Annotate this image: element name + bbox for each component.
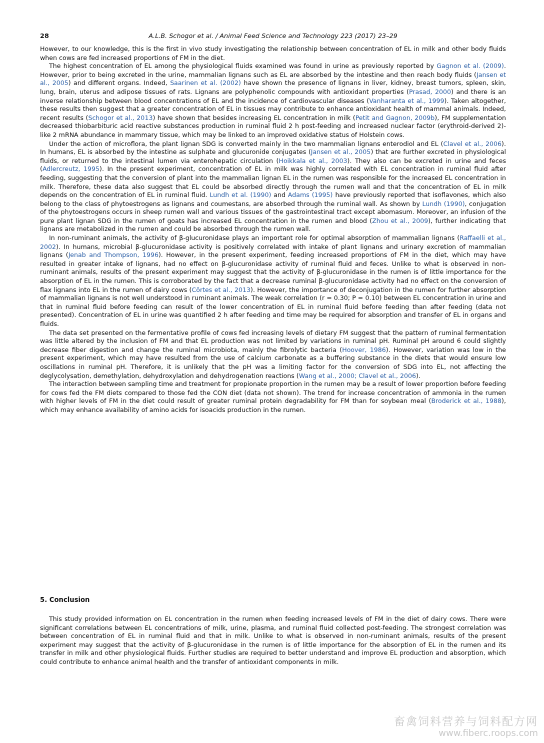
text-run: Under the action of microflora, the plant lignan SDG is converted mainly in the two mammalian lignans enterodiol and EL ( bbox=[49, 140, 444, 148]
citation-link[interactable]: Hoikkala et al., 2003 bbox=[278, 157, 348, 165]
text-run: and bbox=[271, 192, 288, 200]
citation-link[interactable]: Gagnon et al. (2009) bbox=[436, 63, 504, 71]
citation-link[interactable]: Adlercreutz, 1995 bbox=[42, 166, 100, 174]
citation-link[interactable]: Lundh et al. (1990) bbox=[209, 192, 272, 200]
paragraph bbox=[40, 141, 506, 236]
text-run: ). However, the importance of deconjugation in the rumen for further absorption of mammalian lignans is not well understood in ruminant animals. The weak correlation (r = 0.30; P = 0.10) between EL concentration in urine and that in ruminal fluid before feeding can result of the lower concentration of EL in ruminal fluid before feeding than after feeding (data not presented). Concentration of EL in urine was quantified 2 h after feeding and time may be required for absorption and transfer of EL in organs and fluids. bbox=[40, 286, 506, 328]
text-run: However, to our knowledge, this is the first bbox=[40, 46, 181, 53]
paragraph bbox=[40, 381, 506, 415]
paragraph bbox=[40, 330, 506, 382]
text-run: ) and there is an inverse relationship between blood concentrations of EL and the incidence of cardiovascular diseases ( bbox=[40, 88, 506, 105]
text-run: in vivo bbox=[180, 46, 203, 53]
citation-link[interactable]: Saarinen et al. (2002) bbox=[170, 80, 242, 88]
text-run: ). They also can be excreted in urine and feces ( bbox=[40, 157, 506, 174]
text-run: . However, prior to being excreted in the urine, mammalian lignans such as EL are absorbed by the intestine and then reach body fluids ( bbox=[40, 63, 506, 79]
text-run: ), FM supplementation decreased thiobarbituric acid reactive substances production in ruminal fluid 2 h post-feeding and increased nuclear factor (erythroid-derived 2)-like 2 mRNA abundance in mammary tissue, which may be linked to an improved oxidative status of Holstein cows. bbox=[40, 114, 506, 139]
watermark-line-1: 畜禽饲料营养与饲料配方网 bbox=[394, 715, 538, 728]
citation-link[interactable]: Jansen et al., 2005 bbox=[40, 71, 506, 88]
citation-link[interactable]: Lundh (1990) bbox=[422, 200, 465, 208]
text-run: ). However, variation was low in the present experiment, which may have resulted from the use of calcium carbonate as a buffering substance in the diets that would ensure low oscillations in ruminal pH. Therefore, it is unlikely that the pH was a limiting factor for the conversion of SDG into EL, not affecting the deglycolysation, demethylation, dehydroxylation and dehydrogenation reactions ( bbox=[40, 346, 506, 380]
citation-link[interactable]: Broderick et al., 1988 bbox=[431, 398, 502, 406]
text-run: ). However, in the present experiment, feeding increased proportions of FM in the diet, which may have resulted in greater intake of lignans, had no effect on β-glucuronidase activity of ruminal fluid and feces. Unlike to what is observed in non-ruminant animals, results of the present experiment may suggest that the activity of β-glucuronidase in the rumen is of little importance for the absorption of EL in the rumen. This is corroborated by the fact that a decrease ruminal β-glucuronidase activity had no effect on the conversion of flax lignans into EL in the rumen of dairy cows ( bbox=[40, 252, 506, 294]
text-run: ). In humans, EL is absorbed by the intestine as sulphate and glucuronide conjugates ( bbox=[40, 140, 506, 157]
text-run: ) that are further excreted in physiological fluids, or returned to the intestinal lumen via enterohepatic circulation ( bbox=[40, 149, 506, 165]
text-run: The highest concentration of EL among the physiological fluids examined was found in urine as previously reported by bbox=[49, 63, 437, 71]
text-run: study investigating the relationship between concentration of EL in milk and other body fluids when cows are fed increased proportions of FM in the diet. bbox=[40, 46, 506, 62]
text-run: ), which may enhance availability of amino acids for isoacids production in the rumen. bbox=[40, 398, 506, 414]
citation-link[interactable]: Jansen et al., 2005 bbox=[310, 149, 371, 157]
journal-reference: A.L.B. Schogor et al. / Animal Feed Science and Technology 223 (2017) 23–29 bbox=[148, 32, 398, 40]
citation-link[interactable]: Zhou et al., 2009 bbox=[372, 217, 429, 225]
text-run: ). In humans, microbial β-glucuronidase activity is positively correlated with intake of plant lignans and urinary excretion of mammalian lignans ( bbox=[40, 243, 506, 260]
text-run: , conjugation of the phytoestrogens occurs in sheep rumen wall and various tissues of the gastrointestinal tract except abomasum. Moreover, an infusion of the pure plant lignan SDG in the rumen of goats has increased EL concentration in the rumen and blood ( bbox=[40, 200, 507, 225]
body-text bbox=[40, 46, 506, 416]
text-run: have previously reported that isoflavones, which also belong to the class of phytoestrogens as lignans and coumestans, are absorbed through the ruminal wall. As shown by bbox=[40, 192, 506, 208]
watermark-line-2: www.fiberc.roops.com bbox=[438, 729, 538, 739]
citation-link[interactable]: Petit and Gagnon, 2009b bbox=[355, 114, 435, 122]
text-run: ). bbox=[416, 372, 421, 380]
page-number: 28 bbox=[40, 32, 49, 40]
text-run: The data set presented on the fermentative profile of cows fed increasing levels of dietary FM suggest that the pattern of ruminal fermentation was little altered by the inclusion of FM and that EL production was not limited by variations in ruminal pH. Ruminal pH around 6 could slightly decrease fiber digestion and change the ruminal microbiota, mainly the fibrolytic bacteria ( bbox=[40, 329, 506, 354]
citation-link[interactable]: Wang et al., 2000; Clavel et al., 2006 bbox=[298, 372, 416, 380]
citation-link[interactable]: Adams (1995) bbox=[287, 192, 333, 200]
text-run: ). Taken altogether, these results then suggest that a greater concentration of EL in tissues may contribute to enhance antioxidant health of mammal animals. Indeed, recent results ( bbox=[40, 97, 506, 122]
text-run: have shown the presence of lignans in liver, kidney, breast tumors, spleen, skin, lung, brain, uterus and adipose tissues of rats. Lignans are polyphenolic compounds with antioxidant properties ( bbox=[40, 80, 507, 96]
text-run: ). In the present experiment, concentration of EL in milk was highly correlated with EL concentration in ruminal fluid after feeding, suggesting that the conversion of plant into the mammalian lignan EL in the rumen was responsible for the increased EL concentration in milk. Therefore, these data also suggest that EL could be absorbed directly through the rumen wall and that the concentration of EL in milk depends on the concentration of EL in ruminal fluid. bbox=[40, 166, 506, 200]
paragraph bbox=[40, 235, 506, 330]
section-heading: 5. Conclusion bbox=[40, 596, 90, 604]
citation-link[interactable]: Hoover, 1986 bbox=[342, 346, 386, 354]
citation-link[interactable]: Prasad, 2000 bbox=[408, 88, 452, 96]
text-run: The interaction between sampling time and treatment for propionate proportion in the rumen may be a result of lower proportion before feeding for cows fed the FM diets compared to those fed the CON diet (data not shown). The trend for increase concentration of ammonia in the rumen with higher levels of FM in the diet could result of greater ruminal protein degradability for FM than for soybean meal ( bbox=[40, 381, 506, 406]
citation-link[interactable]: Jenab and Thompson, 1996 bbox=[68, 252, 159, 260]
citation-link[interactable]: Clavel et al., 2006 bbox=[443, 140, 502, 148]
conclusion-paragraph: This study provided information on EL concentration in the rumen when feeding increased levels of FM in the diet of dairy cows. There were significant correlations between EL concentrations of milk, urine, plasma, and ruminal fluid collected post-feeding. The strongest correlation was between concentration of EL in ruminal fluid and that in milk. Unlike to what is observed in non-ruminant animals, results of the present experiment may suggest that the activity of β-glucuronidase in the rumen is of little importance for the absorption of EL in the rumen and its transfer in milk and other physiological fluids. Further studies are required to better understand and improve EL production and absorption, which could contribute to enhance animal health and the transfer of antioxidant components in milk. bbox=[40, 616, 506, 666]
text-run: ), further indicating that lignans are metabolized in the rumen and could be absorbed through the rumen wall. bbox=[40, 217, 506, 234]
citation-link[interactable]: Schogor et al., 2013 bbox=[88, 114, 153, 122]
citation-link[interactable]: Raffaelli et al., 2002 bbox=[40, 235, 506, 251]
citation-link[interactable]: Côrtes et al., 2013 bbox=[191, 286, 251, 294]
text-run: ) and different organs. Indeed, bbox=[68, 80, 171, 88]
citation-link[interactable]: Vanharanta et al., 1999 bbox=[369, 97, 445, 105]
paragraph bbox=[40, 63, 506, 140]
text-run: In non-ruminant animals, the activity of β-glucuronidase plays an important role for optimal absorption of mammalian lignans ( bbox=[49, 235, 460, 243]
page-header bbox=[40, 32, 506, 42]
text-run: ) have shown that besides increasing EL concentration in milk ( bbox=[152, 114, 356, 122]
watermark bbox=[394, 713, 538, 739]
paragraph bbox=[40, 46, 506, 63]
